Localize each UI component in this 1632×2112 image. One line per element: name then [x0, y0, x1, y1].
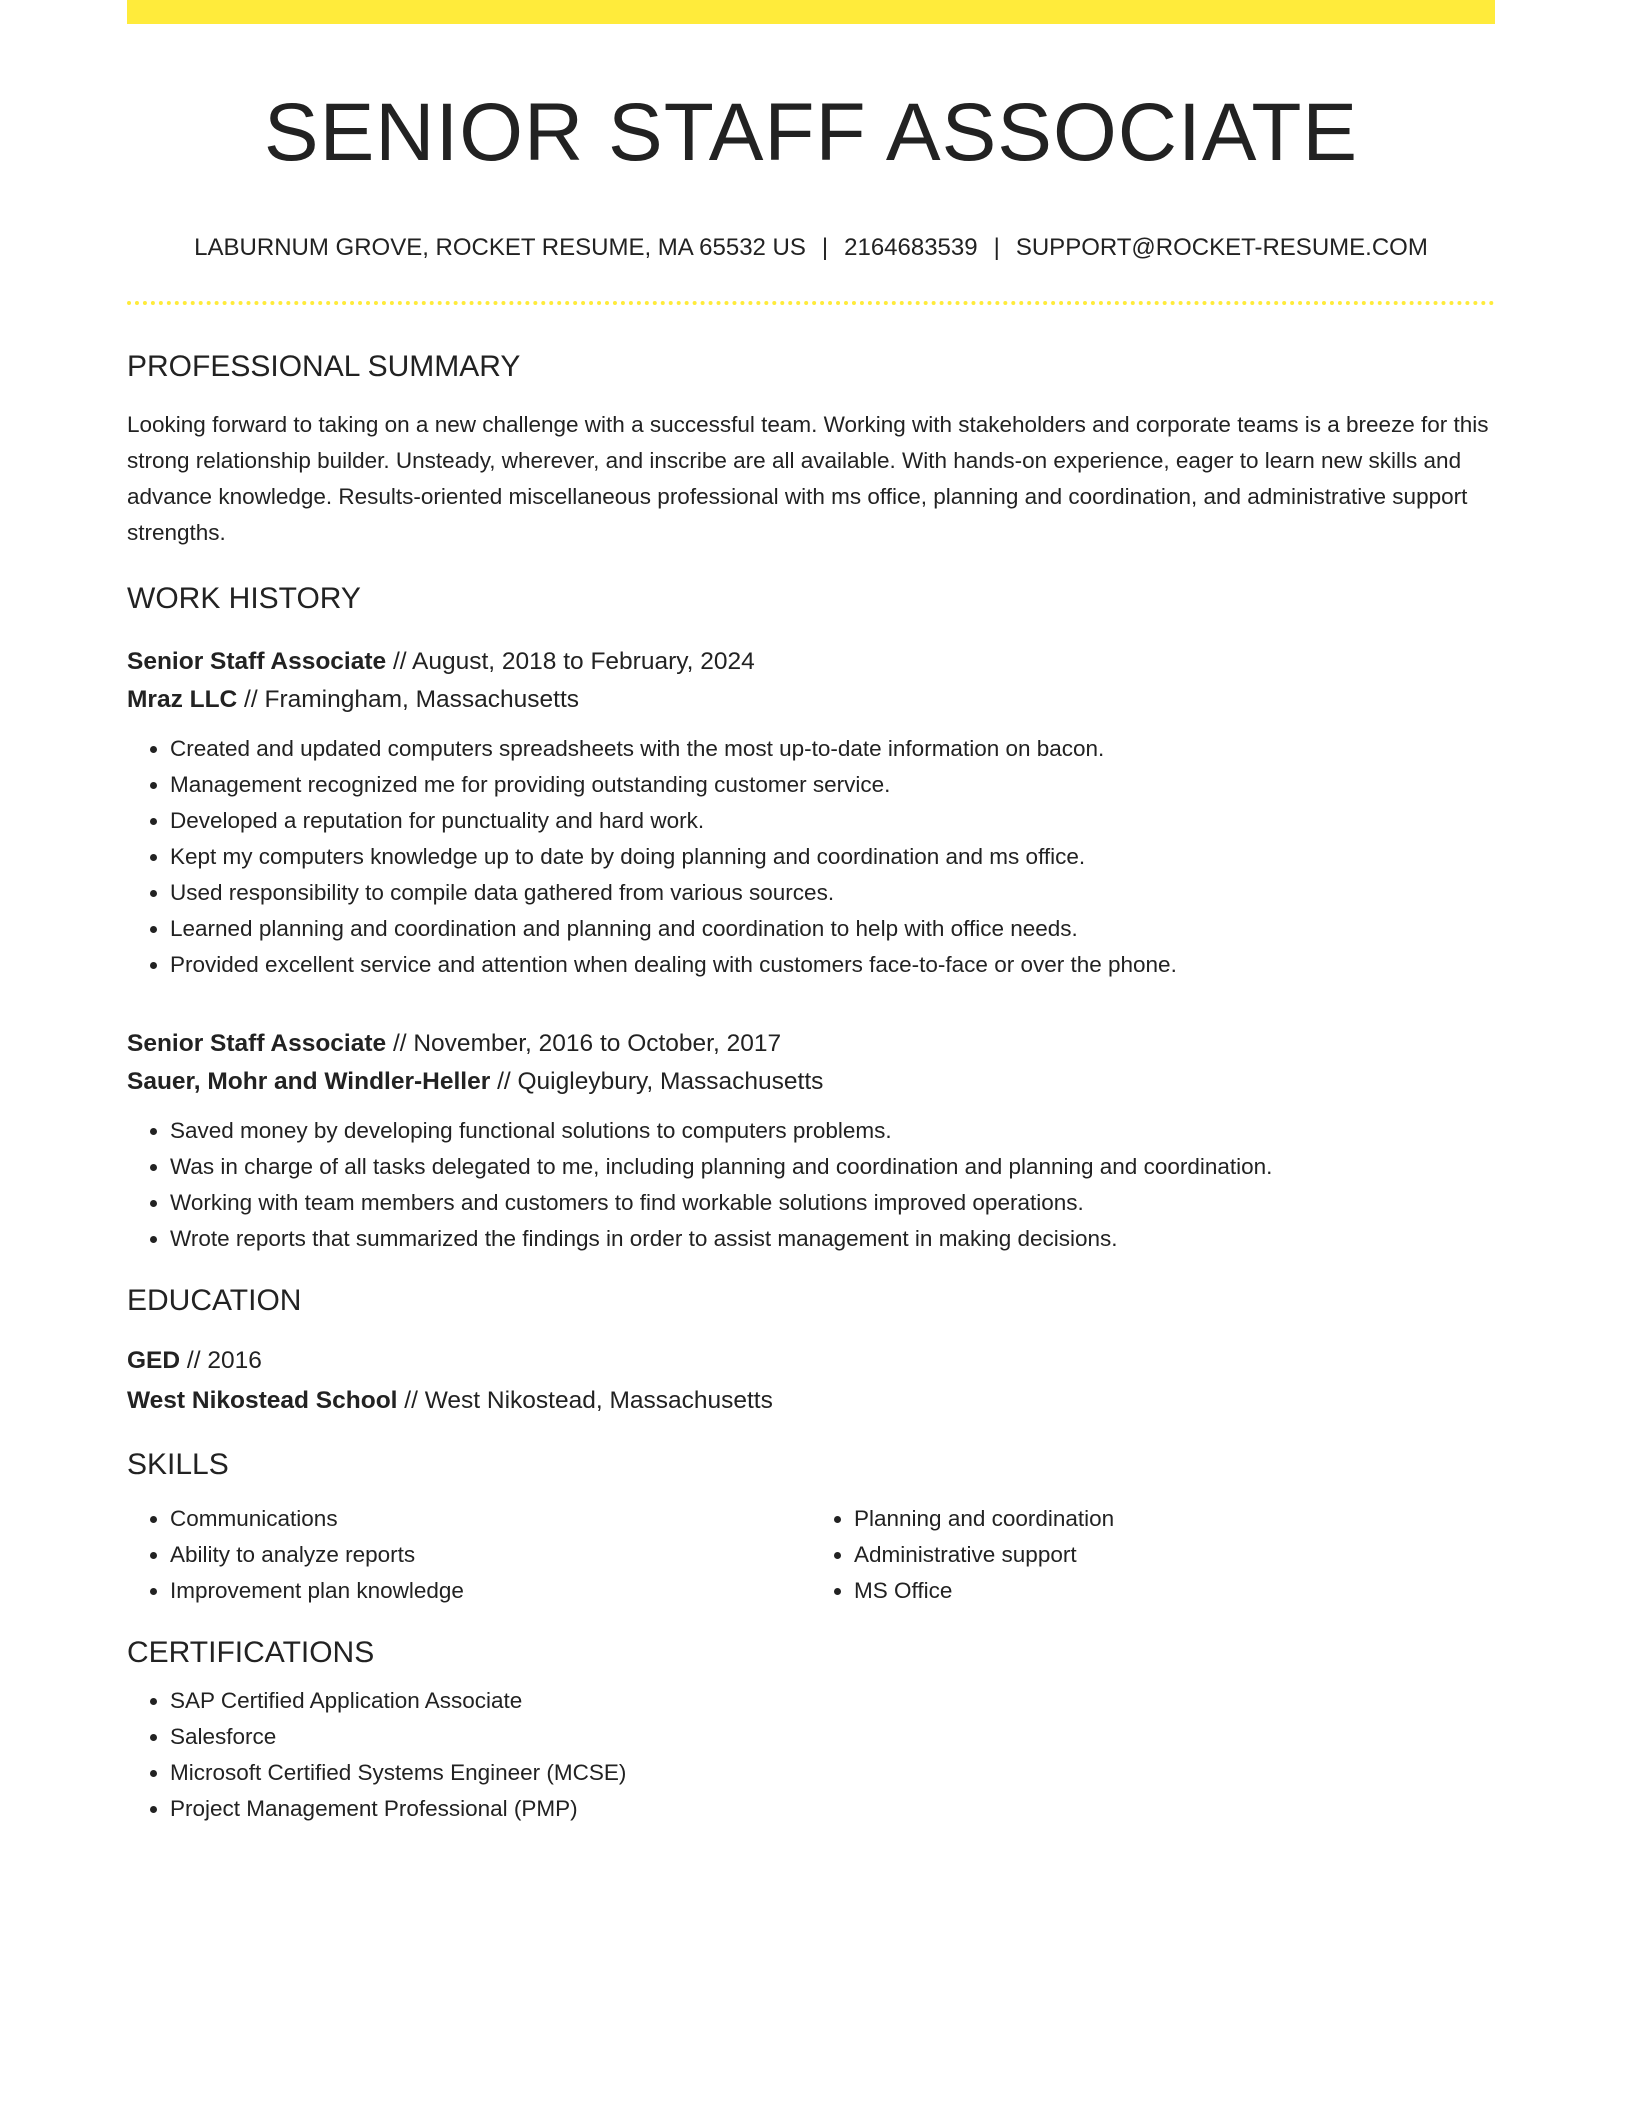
education-degree-line	[127, 1341, 1495, 1381]
contact-address: LABURNUM GROVE, ROCKET RESUME, MA 65532 US	[194, 234, 806, 262]
summary-text: Looking forward to taking on a new challenge with a successful team. Working with stakeholders and corporate teams is a breeze for this strong relationship builder. Unsteady, wherever, and inscribe are all available. With hands-on experience, eager to learn new skills and advance knowledge. Results-oriented miscellaneous professional with ms office, planning and coordination, and administrative support strengths.	[127, 412, 1489, 546]
job-dates: // August, 2018 to February, 2024	[386, 648, 755, 676]
certification-item: • SAP Certified Application Associate	[170, 1683, 1495, 1719]
job-company-line	[127, 1063, 1495, 1101]
certification-item: • Microsoft Certified Systems Engineer (MCSE)	[170, 1755, 1495, 1791]
job-bullet: • Was in charge of all tasks delegated to me, including planning and coordination and planning and coordination.	[170, 1149, 1495, 1185]
job-bullet: • Learned planning and coordination and planning and coordination to help with office needs.	[170, 911, 1495, 947]
education-entry	[127, 1341, 1495, 1421]
job-role-line	[127, 1025, 1495, 1063]
education-year: // 2016	[180, 1347, 262, 1375]
job-bullets	[127, 731, 1495, 983]
skill-item: • Ability to analyze reports	[170, 1537, 811, 1573]
certification-item: • Salesforce	[170, 1719, 1495, 1755]
job-role: Senior Staff Associate	[127, 1030, 387, 1058]
education-heading: EDUCATION	[127, 1284, 302, 1318]
summary-heading: PROFESSIONAL SUMMARY	[127, 350, 521, 384]
skill-item: • Improvement plan knowledge	[170, 1573, 811, 1609]
contact-separator: |	[821, 234, 829, 262]
job-bullet: • Wrote reports that summarized the findings in order to assist management in making decisions.	[170, 1221, 1495, 1257]
job-bullet: • Management recognized me for providing outstanding customer service.	[170, 767, 1495, 803]
job-company-line	[127, 681, 1495, 719]
contact-email: SUPPORT@ROCKET-RESUME.COM	[1015, 234, 1428, 262]
skills-grid	[127, 1501, 1495, 1609]
job-dates: // November, 2016 to October, 2017	[386, 1030, 782, 1058]
job-company: Sauer, Mohr and Windler-Heller	[127, 1068, 491, 1096]
job-bullet: • Kept my computers knowledge up to date by doing planning and coordination and ms office.	[170, 839, 1495, 875]
contact-line	[127, 234, 1495, 263]
education-school-line	[127, 1381, 1495, 1421]
job-bullet: • Used responsibility to compile data gathered from various sources.	[170, 875, 1495, 911]
job-bullets	[127, 1113, 1495, 1257]
job-entry	[127, 1025, 1495, 1257]
skill-item: • Communications	[170, 1501, 811, 1537]
work-history-heading: WORK HISTORY	[127, 582, 361, 616]
job-bullet: • Provided excellent service and attention when dealing with customers face-to-face or over the phone.	[170, 947, 1495, 983]
skills-column-left	[127, 1501, 811, 1609]
resume-title: SENIOR STAFF ASSOCIATE	[263, 87, 1359, 178]
education-degree: GED	[127, 1347, 181, 1375]
job-bullet: • Saved money by developing functional solutions to computers problems.	[170, 1113, 1495, 1149]
job-location: // Framingham, Massachusetts	[237, 686, 580, 714]
resume-page	[127, 0, 1495, 1827]
education-location: // West Nikostead, Massachusetts	[397, 1387, 773, 1415]
job-location: // Quigleybury, Massachusetts	[490, 1068, 824, 1096]
job-bullet: • Created and updated computers spreadsheets with the most up-to-date information on bacon.	[170, 731, 1495, 767]
contact-phone: 2164683539	[844, 234, 978, 262]
job-bullet: • Working with team members and customers to find workable solutions improved operations.	[170, 1185, 1495, 1221]
job-entry	[127, 643, 1495, 983]
dotted-divider	[127, 301, 1495, 305]
job-role: Senior Staff Associate	[127, 648, 387, 676]
skills-heading: SKILLS	[127, 1448, 229, 1482]
certifications-heading: CERTIFICATIONS	[127, 1636, 375, 1670]
education-school: West Nikostead School	[127, 1387, 398, 1415]
skill-item: • MS Office	[854, 1573, 1495, 1609]
certification-item: • Project Management Professional (PMP)	[170, 1791, 1495, 1827]
job-bullet: • Developed a reputation for punctuality and hard work.	[170, 803, 1495, 839]
job-role-line	[127, 643, 1495, 681]
certifications-list	[127, 1683, 1495, 1827]
skills-column-right	[811, 1501, 1495, 1609]
accent-top-bar	[127, 0, 1495, 24]
contact-separator: |	[993, 234, 1000, 262]
skill-item: • Administrative support	[854, 1537, 1495, 1573]
skill-item: • Planning and coordination	[854, 1501, 1495, 1537]
job-company: Mraz LLC	[127, 686, 238, 714]
